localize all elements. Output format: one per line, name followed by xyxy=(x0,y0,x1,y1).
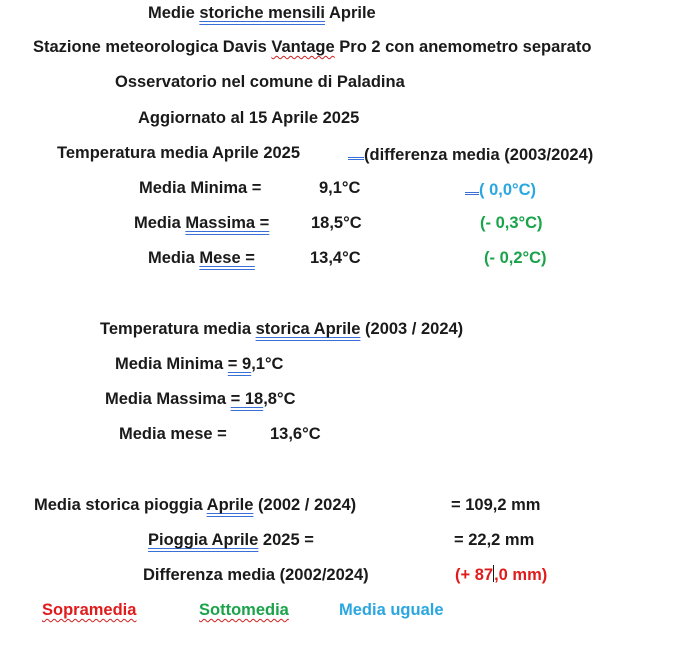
current-mese-label xyxy=(148,248,255,268)
rain-diff-value xyxy=(455,565,547,585)
historic-min-eq: = 9 xyxy=(227,355,252,373)
historic-mese-value: 13,6°C xyxy=(270,425,321,443)
max-label-b: Massima = xyxy=(185,214,270,232)
station-suffix: Pro 2 con anemometro separato xyxy=(334,38,592,56)
current-min-label: Media Minima = xyxy=(139,179,262,197)
rain-diff-b: ,0 mm) xyxy=(494,566,548,584)
rain-historic-value: = 109,2 mm xyxy=(451,496,541,514)
station-prefix: Stazione meteorologica Davis xyxy=(33,38,272,56)
blank-underline xyxy=(348,143,364,160)
historic-mese-label: Media mese = xyxy=(119,425,227,443)
updated-line: Aggiornato al 15 Aprile 2025 xyxy=(138,109,360,127)
current-heading: Temperatura media Aprile 2025 xyxy=(57,144,301,162)
current-max-diff: (- 0,3°C) xyxy=(480,214,543,232)
historic-min-row xyxy=(115,354,283,374)
rain-diff-label: Differenza media (2002/2024) xyxy=(143,566,369,584)
rain-current-value: = 22,2 mm xyxy=(454,531,535,549)
station-vantage: Vantage xyxy=(271,38,335,56)
legend-equal: Media uguale xyxy=(339,601,444,619)
current-max-value: 18,5°C xyxy=(311,214,362,232)
current-min-diff xyxy=(465,178,536,200)
max-label-a: Media xyxy=(134,214,186,232)
historic-heading-b: storica Aprile xyxy=(255,320,361,338)
current-max-label xyxy=(134,213,269,233)
rain-hist-a: Media storica pioggia xyxy=(34,496,207,514)
historic-min-value: ,1°C xyxy=(251,355,284,373)
historic-heading-a: Temperatura media xyxy=(100,320,256,338)
legend-above: Sopramedia xyxy=(42,601,137,619)
rain-hist-c: (2002 / 2024) xyxy=(253,496,357,514)
station-line xyxy=(33,37,591,57)
historic-max-label: Media Massima xyxy=(105,390,231,408)
blank-underline xyxy=(465,178,479,195)
diff-heading-text: (differenza media (2003/2024) xyxy=(364,146,594,164)
rain-current-b: 2025 = xyxy=(258,531,314,549)
historic-max-eq: = 18 xyxy=(230,390,264,408)
historic-max-value: ,8°C xyxy=(263,390,296,408)
title-suffix: Aprile xyxy=(325,4,376,22)
min-diff-text: ( 0,0°C) xyxy=(479,181,537,199)
rain-hist-b: Aprile xyxy=(206,496,254,514)
rain-diff-a: (+ 87 xyxy=(455,566,494,584)
historic-heading xyxy=(100,319,463,339)
historic-heading-c: (2003 / 2024) xyxy=(360,320,464,338)
observatory-line: Osservatorio nel comune di Paladina xyxy=(115,73,405,91)
current-diff-heading xyxy=(348,143,593,165)
title-prefix: Medie xyxy=(148,4,200,22)
historic-min-label: Media Minima xyxy=(115,355,228,373)
rain-current-label xyxy=(148,530,314,550)
current-min-value: 9,1°C xyxy=(319,179,361,197)
current-mese-value: 13,4°C xyxy=(310,249,361,267)
historic-max-row xyxy=(105,389,296,409)
rain-current-a: Pioggia Aprile xyxy=(148,531,259,549)
page-title xyxy=(148,3,376,23)
current-mese-diff: (- 0,2°C) xyxy=(484,249,547,267)
legend-below: Sottomedia xyxy=(199,601,289,619)
title-storiche-mensili: storiche mensili xyxy=(199,4,325,22)
mese-label-b: Mese = xyxy=(199,249,255,267)
mese-label-a: Media xyxy=(148,249,200,267)
rain-historic-label xyxy=(34,495,356,515)
